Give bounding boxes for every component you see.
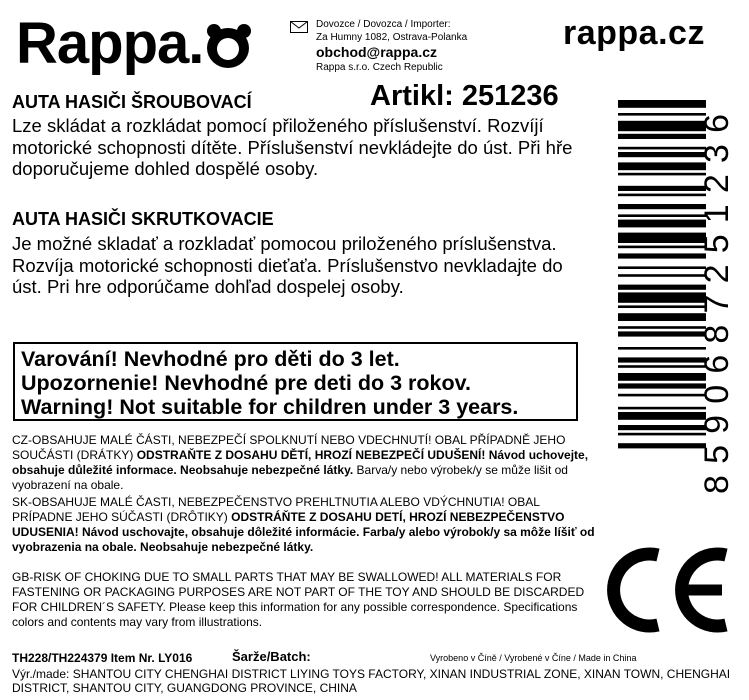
article-number: Artikl: 251236 <box>370 80 559 112</box>
website: rappa.cz <box>563 14 705 52</box>
batch-label: Šarže/Batch: <box>232 649 311 664</box>
bear-logo-icon <box>205 24 251 68</box>
rappa-logo <box>16 12 251 76</box>
cz-safety-bold: ODSTRAŇTE Z DOSAHU DĚTÍ, HROZÍ NEBEZPEČÍ UDUŠENÍ! Návod uchovejte, obsahuje důležité informace. Neobsahuje nebezpečné látky. <box>12 448 589 477</box>
sk-safety-bold: ODSTRÁŇTE Z DOSAHU DETÍ, HROZÍ NEBEZPEČENSTVO UDUSENIA! Návod uschovajte, obsahuje dôležité informácie. Farba/y alebo výrobok/y sa môže líšiť od vyobrazenia na obale. Neobsahuje nebezpečné látky. <box>12 510 595 554</box>
age-warning-box <box>13 342 578 421</box>
gb-safety-text: GB-RISK OF CHOKING DUE TO SMALL PARTS THAT MAY BE SWALLOWED! ALL MATERIALS FOR FASTENING OR PACKAGING PURPOSES ARE NOT PART OF THE TOY AND SHOULD BE DISCARDED FOR CHILDREN´S SAFETY. Please keep this information for any possible correspondence. Specifications colors and contents may vary from illustrations. <box>12 570 585 629</box>
barcode <box>618 96 736 496</box>
item-number: TH228/TH224379 Item Nr. LY016 <box>12 651 193 665</box>
warning-cz: Varování! Nevhodné pro děti do 3 let. <box>21 347 400 371</box>
cz-safety-caps: CZ-OBSAHUJE MALÉ ČÁSTI, NEBEZPEČÍ SPOLKNUTÍ NEBO VDECHNUTÍ! OBAL PŘÍPADNĚ JEHO SOUČÁSTI (DRÁTKY) <box>12 433 566 462</box>
sk-description: Je možné skladať a rozkladať pomocou priloženého príslušenstva. Rozvíja motorické schopnosti dieťaťa. Príslušenstvo nevkladajte do úst. Pri hre odporúčame dohľad dospelej osoby. <box>12 233 563 297</box>
cz-description: Lze skládat a rozkládat pomocí přiloženého příslušenství. Rozvíjí motorické schopnosti dítěte. Příslušenství nevkládejte do úst. Při hře doporučujeme dohled dospělé osoby. <box>12 115 573 179</box>
envelope-icon <box>290 21 308 33</box>
importer-address: Za Humny 1082, Ostrava-Polanka <box>316 32 468 43</box>
warning-en: Warning! Not suitable for children under 3 years. <box>21 395 519 419</box>
sk-safety-text <box>12 495 602 555</box>
warning-sk: Upozornenie! Nevhodné pre deti do 3 rokov. <box>21 371 471 395</box>
cz-product-title: AUTA HASIČI ŠROUBOVACÍ <box>12 92 252 112</box>
cz-safety-tail: Barva/y nebo výrobek/y se může lišit od vyobrazení na obale. <box>12 463 568 492</box>
sk-product-title: AUTA HASIČI SKRUTKOVACIE <box>12 209 274 229</box>
cz-safety-text <box>12 433 612 493</box>
importer-company: Rappa s.r.o. Czech Republic <box>316 62 443 73</box>
sk-safety-caps: SK-OBSAHUJE MALÉ ČASTI, NEBEZPEČENSTVO PREHLTNUTIA ALEBO VDÝCHNUTIA! OBAL PRÍPADNE JEHO SÚČASTI (DRÔTIKY) <box>12 495 540 524</box>
logo-text: Rappa. <box>16 11 204 76</box>
importer-label: Dovozce / Dovozca / Importer: <box>316 19 451 30</box>
manufacturer-info: Výr./made: SHANTOU CITY CHENGHAI DISTRICT LIYING TOYS FACTORY, XINAN INDUSTRIAL ZONE, XINAN TOWN, CHENGHAI DISTRICT, SHANTOU CITY, GUANGDONG PROVINCE, CHINA <box>12 667 731 695</box>
made-in: Vyrobeno v Číně / Vyrobené v Číne / Made in China <box>430 653 637 663</box>
importer-email: obchod@rappa.cz <box>316 44 437 60</box>
ce-mark-icon <box>600 545 730 635</box>
barcode-digits: 8590687251236 <box>698 114 736 494</box>
barcode-bars <box>618 100 706 448</box>
importer-info <box>316 18 467 74</box>
